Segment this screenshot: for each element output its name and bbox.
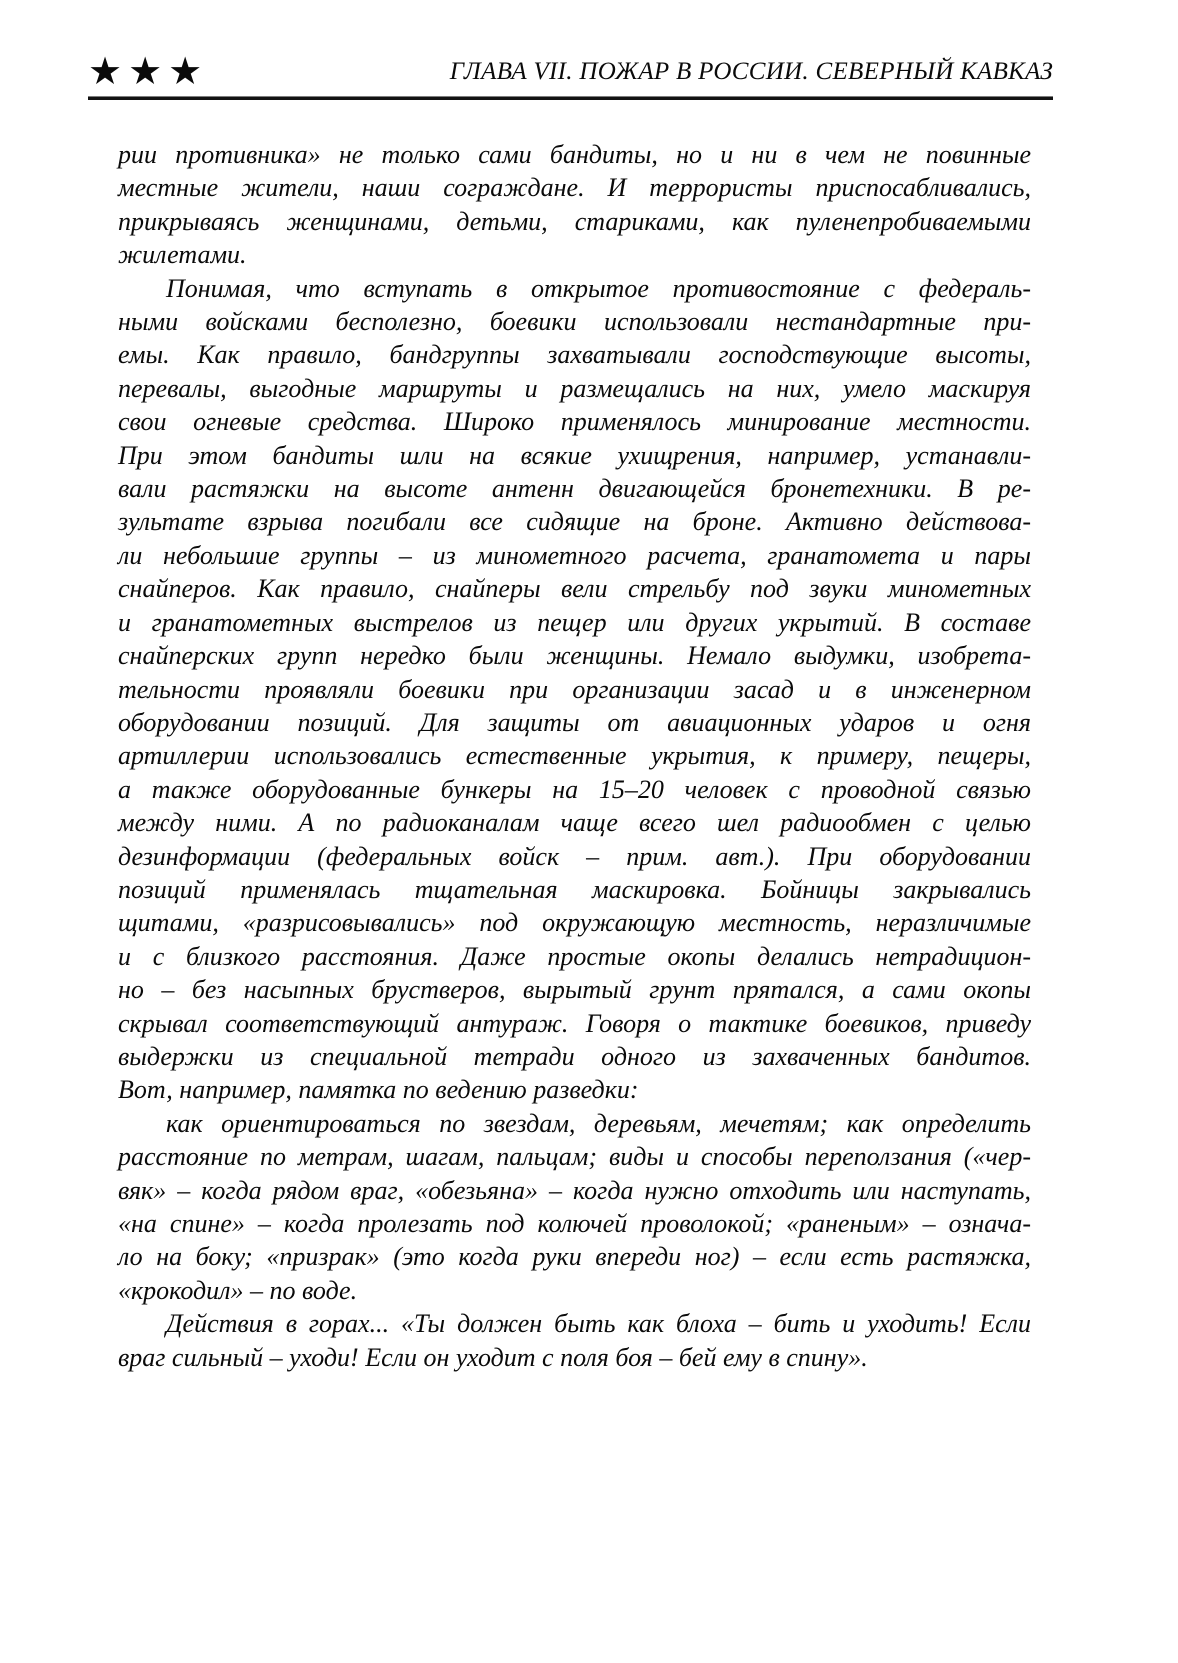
text-line: Понимая, что вступать в открытое противостояние с федераль- (166, 273, 1031, 303)
text-line: оборудовании позиций. Для защиты от авиационных ударов и огня (118, 707, 1031, 737)
header-rule-divider (88, 96, 1053, 100)
page-header (88, 48, 1053, 96)
text-line: перевалы, выгодные маршруты и размещались на них, умело маскируя (118, 373, 1031, 403)
text-line: ными войсками бесполезно, боевики использовали нестандартные при- (118, 307, 1031, 337)
running-title: ГЛАВА VII. ПОЖАР В РОССИИ. СЕВЕРНЫЙ КАВКАЗ (449, 58, 1053, 85)
text-line: как ориентироваться по звездам, деревьям, мечетям; как определить (166, 1108, 1031, 1138)
paragraph (118, 138, 1031, 272)
three-stars-ornament-icon: ★★★ (88, 51, 209, 93)
text-line: и с близкого расстояния. Даже простые окопы делались нетрадицион- (118, 941, 1031, 971)
text-line: жилетами. (118, 240, 247, 270)
text-line: но – без насыпных брустверов, вырытый грунт прятался, а сами окопы (118, 975, 1031, 1005)
text-line: дезинформации (федеральных войск – прим. авт.). При оборудовании (118, 841, 1031, 871)
text-line: Вот, например, памятка по ведению разведки: (118, 1075, 639, 1105)
text-line: вяк» – когда рядом враг, «обезьяна» – когда нужно отходить или наступать, (118, 1175, 1031, 1205)
text-line: позиций применялась тщательная маскировка. Бойницы закрывались (118, 874, 1031, 904)
text-line: местные жители, наши сограждане. И террористы приспосабливались, (118, 173, 1031, 203)
text-line: вали растяжки на высоте антенн двигающейся бронетехники. В ре- (118, 474, 1031, 504)
text-line: между ними. А по радиоканалам чаще всего шел радиообмен с целью (118, 808, 1031, 838)
text-line: тельности проявляли боевики при организации засад и в инженерном (118, 674, 1031, 704)
text-line: «на спине» – когда пролезать под колючей проволокой; «раненым» – означа- (118, 1209, 1031, 1238)
paragraph (118, 1107, 1031, 1307)
text-line: а также оборудованные бункеры на 15–20 человек с проводной связью (118, 774, 1031, 804)
text-line: ло на боку; «призрак» (это когда руки впереди ног) – если есть растяжка, (118, 1242, 1031, 1272)
paragraph (118, 1307, 1031, 1374)
text-line: зультате взрыва погибали все сидящие на броне. Активно действова- (118, 507, 1031, 537)
text-line: емы. Как правило, бандгруппы захватывали господствующие высоты, (118, 340, 1031, 370)
text-line: и гранатометных выстрелов из пещер или других укрытий. В составе (118, 607, 1031, 637)
text-line: враг сильный – уходи! Если он уходит с поля боя – бей ему в спину». (118, 1342, 868, 1372)
text-line: Действия в горах... «Ты должен быть как блоха – бить и уходить! Если (166, 1309, 1031, 1339)
text-line: «крокодил» – по воде. (118, 1275, 358, 1305)
text-line: расстояние по метрам, шагам, пальцам; виды и способы переползания («чер- (118, 1142, 1031, 1172)
paragraph (118, 272, 1031, 1107)
text-line: прикрываясь женщинами, детьми, стариками, как пуленепробиваемыми (118, 206, 1031, 236)
text-line: скрывал соответствующий антураж. Говоря о тактике боевиков, приведу (118, 1008, 1031, 1038)
text-line: выдержки из специальной тетради одного из захваченных бандитов. (118, 1041, 1031, 1071)
text-line: снайперских групп нередко были женщины. Немало выдумки, изобрета- (118, 641, 1031, 671)
text-line: снайперов. Как правило, снайперы вели стрельбу под звуки минометных (118, 574, 1031, 604)
text-line: свои огневые средства. Широко применялось минирование местности. (118, 407, 1031, 437)
text-line: ли небольшие группы – из минометного расчета, гранатомета и пары (118, 540, 1031, 570)
text-line: При этом бандиты шли на всякие ухищрения, например, устанавли- (118, 440, 1031, 470)
text-line: рии противника» не только сами бандиты, но и ни в чем не повинные (118, 140, 1031, 169)
text-line: артиллерии использовались естественные укрытия, к примеру, пещеры, (118, 741, 1031, 771)
page-body-text (118, 138, 1031, 1374)
text-line: щитами, «разрисовывались» под окружающую местность, неразличимые (118, 908, 1031, 938)
